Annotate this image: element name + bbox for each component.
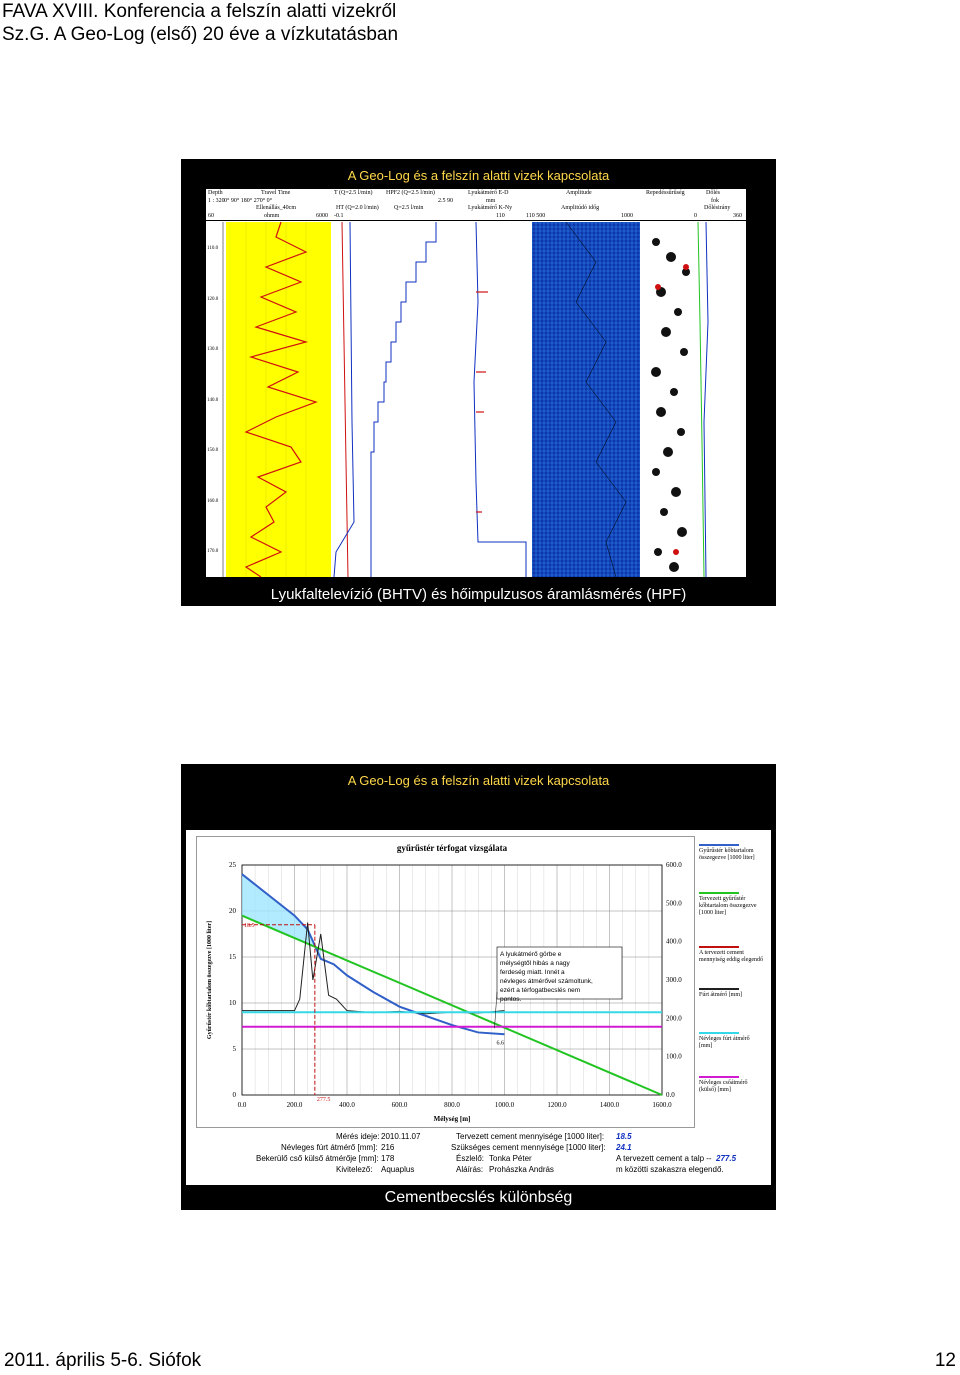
- scale-0: 0: [694, 213, 697, 219]
- x-tick-label: 1200.0: [547, 1101, 567, 1109]
- y-axis-label: Gyűrűstér kőbtartalom összegezve [1000 liter]: [207, 920, 213, 1040]
- x-tick-label: 200.0: [286, 1101, 303, 1109]
- legend-item: [699, 1032, 763, 1050]
- y2-tick-label: 500.0: [666, 899, 682, 908]
- depth-tick: 110.0: [207, 246, 219, 251]
- legend-swatch: [699, 892, 739, 894]
- szukseges-value: 24.1: [616, 1143, 632, 1152]
- x-tick-label: 1000.0: [494, 1101, 515, 1109]
- depth-tick: 170.0: [207, 549, 219, 554]
- depth-tick: 150.0: [207, 448, 219, 453]
- annotation-text: mélységtől hibás a nagy: [500, 960, 570, 967]
- legend-item: [699, 892, 763, 917]
- slide-caption: Lyukfaltelevízió (BHTV) és hőimpulzusos áramlásmérés (HPF): [270, 586, 687, 603]
- y2-tick-label: 600.0: [666, 861, 682, 869]
- footer-date: 2011. április 5-6. Siófok: [4, 1350, 202, 1371]
- kivitelezo-value: Aquaplus: [381, 1165, 415, 1174]
- legend-item: [699, 1076, 763, 1094]
- ohmm-label: ohmm: [264, 213, 280, 219]
- depth-tick: 120.0: [207, 297, 219, 302]
- y-tick-label: 15: [229, 953, 236, 961]
- x-tick-label: 800.0: [444, 1101, 460, 1109]
- annotation-text: ferdeség miatt. Innét a: [500, 969, 565, 976]
- log-header: [206, 189, 746, 221]
- meres-ideje-value: 2010.11.07: [381, 1132, 421, 1141]
- t-label: T (Q=2.5 l/min): [334, 190, 373, 196]
- y-tick-label: 5: [232, 1045, 236, 1053]
- scale-500: 110 500: [526, 213, 546, 219]
- y2-tick-label: 0.0: [666, 1091, 675, 1099]
- legend-label: Gyűrűstér kőbtartalom összegezve [1000 liter]: [699, 848, 755, 861]
- page-title: FAVA XVIII. Konferencia a felszín alatti vizekről Sz.G. A Geo-Log (első) 20 éve a vízkutatásban: [2, 1, 399, 45]
- amplitudo-idog-label: Amplitúdó időg: [561, 205, 600, 211]
- lyukatmero-kny-label: Lyukátmérő K-Ny: [468, 205, 513, 211]
- alairas-value: Prohászka András: [489, 1165, 554, 1174]
- annotation-text: pontos.: [500, 996, 522, 1003]
- meres-ideje-label: Mérés ideje:: [336, 1132, 380, 1141]
- x-tick-label: 0.0: [237, 1101, 247, 1109]
- x-tick-label: 1400.0: [599, 1101, 620, 1109]
- y2-tick-label: 300.0: [666, 976, 682, 984]
- depth-tick: 130.0: [207, 347, 219, 352]
- legend-swatch: [699, 988, 739, 990]
- talp-value: 277.5: [716, 1154, 737, 1163]
- dolesirany-label: Dőlésirány: [704, 205, 731, 211]
- legend-label: Fúrt átmérő [mm]: [699, 992, 742, 998]
- well-log-graphic: [206, 222, 746, 577]
- ellenallas-label: Ellenállás_40cm: [256, 205, 296, 211]
- depth-label: Depth: [208, 190, 223, 196]
- travel-ticks: 0° 90° 180° 270° 0°: [224, 198, 272, 204]
- legend-label: Tervezett gyűrűstér kőbtartalom összegezve [1000 liter]: [699, 896, 757, 916]
- scale-110: 110: [496, 213, 505, 219]
- cement-chart: [197, 837, 694, 1127]
- depth-tick: 160.0: [207, 499, 219, 504]
- page-number: 12: [934, 1350, 956, 1371]
- legend-item: [699, 988, 763, 999]
- x-axis-label: Mélység [m]: [433, 1115, 471, 1123]
- alairas-label: Aláírás:: [456, 1165, 484, 1174]
- legend-swatch: [699, 1032, 739, 1034]
- dolas-label: Dőlés: [706, 190, 720, 196]
- talp-suffix: m közötti szakaszra elegendő.: [616, 1165, 724, 1174]
- y2-tick-label: 200.0: [666, 1014, 682, 1023]
- scale-01: -0.1: [334, 213, 344, 219]
- legend-label: Névleges csőátmérő (külső) [mm]: [699, 1080, 748, 1093]
- depth-tick: 140.0: [207, 398, 219, 403]
- legend-swatch: [699, 1076, 739, 1078]
- x-tick-label: 600.0: [391, 1101, 408, 1109]
- kivitelezo-label: Kivitelező:: [336, 1165, 373, 1174]
- legend-swatch: [699, 946, 739, 948]
- chart-legend: [694, 836, 764, 1128]
- legend-label: Névleges fúrt átmérő [mm]: [699, 1036, 750, 1049]
- y-tick-label: 20: [229, 907, 236, 915]
- nevleges-label: Névleges fúrt átmérő [mm]:: [281, 1143, 378, 1152]
- travel-time-label: Travel Time: [261, 190, 291, 196]
- y-tick-label: 25: [229, 861, 236, 869]
- x-tick-label: 400.0: [339, 1101, 355, 1109]
- marker-66-label: 6.6: [496, 1040, 504, 1047]
- cement-chart-panel: [186, 830, 771, 1185]
- amplitude-label: Amplitude: [566, 190, 592, 196]
- marker-185-label: 18.5: [244, 922, 255, 929]
- fok-label: fok: [711, 198, 719, 204]
- y-tick-label: 10: [229, 999, 236, 1007]
- marker-2775-label: 277.5: [316, 1097, 331, 1103]
- y-tick-label: 0: [232, 1091, 236, 1099]
- eszlelo-value: Tonka Péter: [489, 1154, 532, 1163]
- legend-swatch: [699, 844, 739, 846]
- ht-label: HT (Q=2.0 l/min): [336, 205, 379, 211]
- slide-cement: [181, 764, 776, 1210]
- nevleges-value: 216: [381, 1143, 395, 1152]
- lyukatmero-ed-label: Lyukátmérő E-D: [468, 190, 509, 196]
- y2-tick-label: 400.0: [666, 937, 682, 946]
- hpf2-label: HPF2 (Q=2.5 l/min): [386, 190, 435, 196]
- annotation-text: ezért a térfogatbecslés nem: [500, 987, 581, 994]
- measurement-info: [196, 1130, 766, 1178]
- slide-bhtv: [181, 159, 776, 606]
- q-label: Q=2.5 l/min: [394, 205, 424, 211]
- legend-label: A tervezett cement mennyiség eddig elegendő: [699, 950, 763, 963]
- szukseges-label: Szükséges cement mennyisége [1000 liter]:: [451, 1143, 606, 1152]
- tervezett-value: 18.5: [616, 1132, 632, 1141]
- scale-25: 2.5 90: [438, 198, 453, 204]
- eszlelo-label: Észlelő:: [456, 1154, 485, 1163]
- slide-heading: A Geo-Log és a felszín alatti vizek kapcsolata: [347, 773, 610, 788]
- slide-caption: Cementbecslés különbség: [384, 1189, 573, 1206]
- tervezett-label: Tervezett cement mennyisége [1000 liter]:: [456, 1132, 605, 1141]
- depth-range: 1 : 320: [208, 198, 225, 204]
- x-tick-label: 1600.0: [652, 1101, 672, 1109]
- repedes-label: Repedéssűrűség: [646, 190, 685, 196]
- annotation-text: névleges átmérővel számoltunk,: [500, 978, 593, 985]
- chart-frame: [196, 836, 761, 1128]
- well-log-panel: [206, 189, 746, 577]
- legend-item: [699, 946, 763, 964]
- annotation-text: A lyukátmérő görbe e: [500, 951, 562, 958]
- legend-item: [699, 844, 763, 862]
- slide-heading: A Geo-Log és a felszín alatti vizek kapcsolata: [347, 168, 610, 183]
- scale-6000: 6000: [316, 213, 328, 219]
- chart-title: gyűrűstér térfogat vizsgálata: [396, 843, 508, 853]
- y2-tick-label: 100.0: [666, 1052, 682, 1061]
- bekerulo-value: 178: [381, 1154, 395, 1163]
- mm-label: mm: [486, 198, 496, 204]
- scale-1000: 1000: [621, 213, 633, 219]
- scale-60: 60: [208, 213, 214, 219]
- annotation-pointer: [495, 992, 498, 1028]
- scale-360: 360: [733, 213, 742, 219]
- talp-label: A tervezett cement a talp --: [616, 1154, 712, 1163]
- bekerulo-label: Bekerülő cső külső átmérője [mm]:: [256, 1154, 379, 1163]
